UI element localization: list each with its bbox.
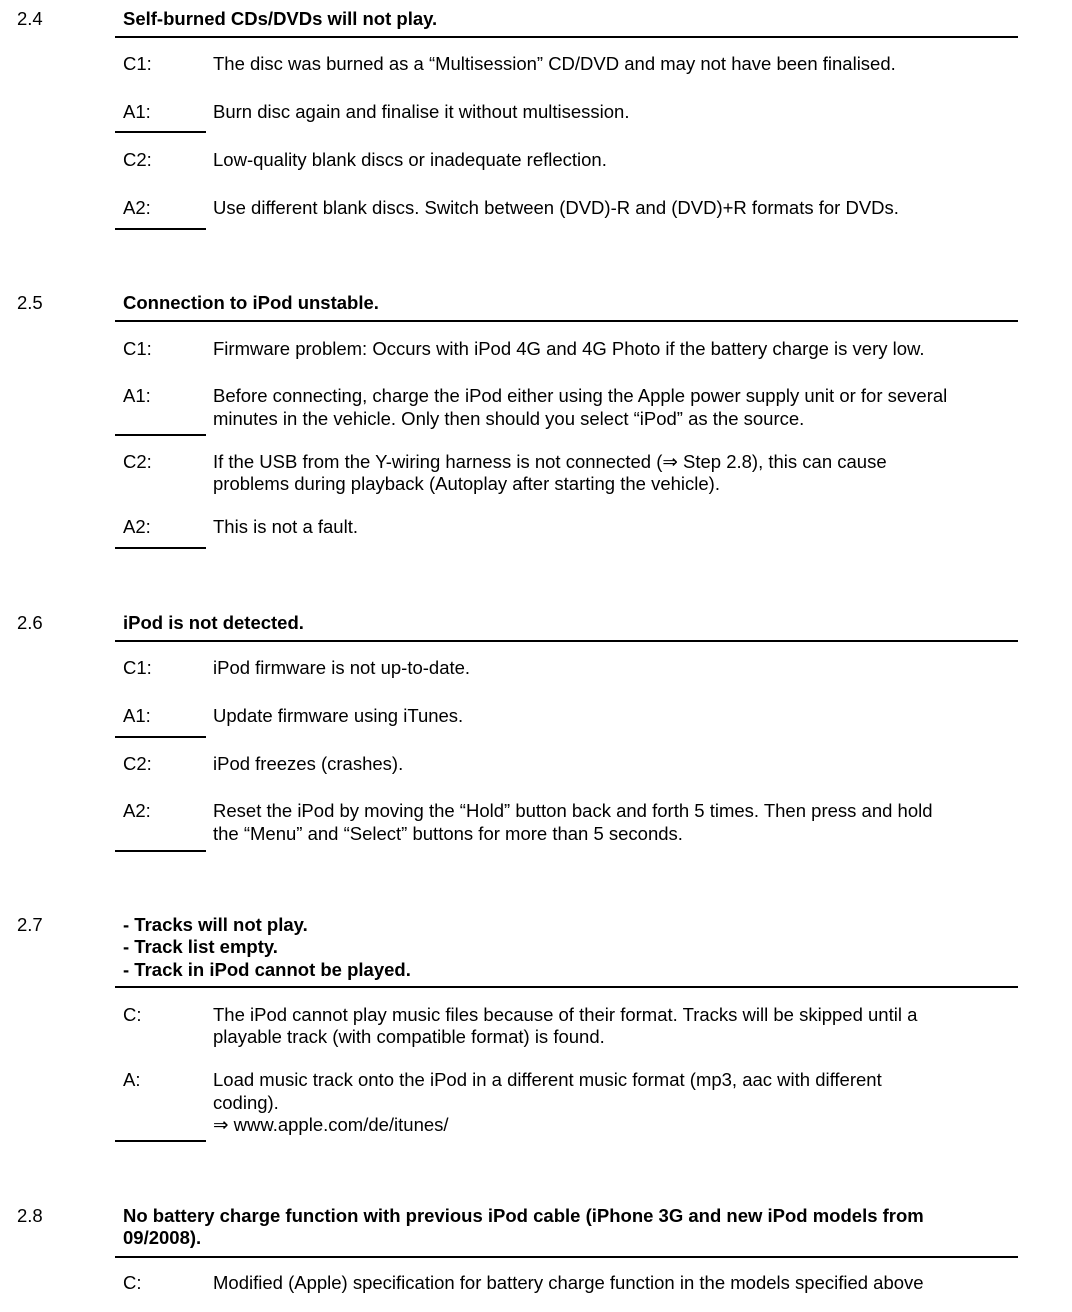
item-divider — [115, 850, 206, 852]
item-divider — [115, 434, 206, 436]
item-divider — [115, 547, 206, 549]
section-title: Self-burned CDs/DVDs will not play. — [123, 8, 438, 29]
cause-text: playable track (with compatible format) is found. — [213, 1026, 605, 1047]
section-title: 09/2008). — [123, 1227, 202, 1248]
cause-text: The iPod cannot play music files because of their format. Tracks will be skipped until a — [213, 1004, 918, 1025]
cause-text: iPod firmware is not up-to-date. — [213, 657, 471, 678]
action-text: Use different blank discs. Switch between (DVD)-R and (DVD)+R formats for DVDs. — [213, 197, 899, 218]
cause-text: problems during playback (Autoplay after starting the vehicle). — [213, 473, 720, 494]
cause-text: Low-quality blank discs or inadequate reflection. — [213, 149, 607, 170]
section-rule — [115, 986, 1018, 988]
cause-label: C: — [123, 1004, 142, 1025]
item-divider — [115, 1140, 206, 1142]
cause-text: If the USB from the Y-wiring harness is not connected (⇒ Step 2.8), this can cause — [213, 451, 887, 472]
section-rule — [115, 320, 1018, 322]
section-title: - Track in iPod cannot be played. — [123, 959, 411, 980]
action-text: coding). — [213, 1092, 279, 1113]
item-divider — [115, 131, 206, 133]
section-rule — [115, 640, 1018, 642]
section-number: 2.6 — [17, 612, 43, 633]
action-label: A1: — [123, 705, 151, 726]
cause-label: C1: — [123, 657, 152, 678]
section-title: - Tracks will not play. — [123, 914, 308, 935]
section-rule — [115, 36, 1018, 38]
section-title: - Track list empty. — [123, 936, 278, 957]
cause-label: C2: — [123, 451, 152, 472]
cause-text: The disc was burned as a “Multisession” CD/DVD and may not have been finalised. — [213, 53, 896, 74]
section-rule — [115, 1256, 1018, 1258]
action-text: Burn disc again and finalise it without multisession. — [213, 101, 630, 122]
cause-label: C2: — [123, 149, 152, 170]
action-label: A: — [123, 1069, 141, 1090]
cause-text: iPod freezes (crashes). — [213, 753, 404, 774]
cause-text: Modified (Apple) specification for battery charge function in the models specified above — [213, 1272, 924, 1293]
section-number: 2.7 — [17, 914, 43, 935]
cause-label: C2: — [123, 753, 152, 774]
action-link-text: ⇒ www.apple.com/de/itunes/ — [213, 1114, 449, 1135]
section-number: 2.8 — [17, 1205, 43, 1226]
action-text: the “Menu” and “Select” buttons for more than 5 seconds. — [213, 823, 683, 844]
section-number: 2.5 — [17, 292, 43, 313]
action-text: Update firmware using iTunes. — [213, 705, 464, 726]
cause-label: C: — [123, 1272, 142, 1293]
action-label: A2: — [123, 516, 151, 537]
action-text: Reset the iPod by moving the “Hold” button back and forth 5 times. Then press and hold — [213, 800, 933, 821]
section-title: iPod is not detected. — [123, 612, 304, 633]
cause-label: C1: — [123, 338, 152, 359]
item-divider — [115, 228, 206, 230]
action-text: Load music track onto the iPod in a different music format (mp3, aac with different — [213, 1069, 882, 1090]
action-label: A2: — [123, 197, 151, 218]
action-text: This is not a fault. — [213, 516, 358, 537]
action-text: Before connecting, charge the iPod either using the Apple power supply unit or for several — [213, 385, 948, 406]
section-title: Connection to iPod unstable. — [123, 292, 379, 313]
action-label: A1: — [123, 101, 151, 122]
action-label: A1: — [123, 385, 151, 406]
section-title: No battery charge function with previous iPod cable (iPhone 3G and new iPod models from — [123, 1205, 924, 1226]
action-text: minutes in the vehicle. Only then should you select “iPod” as the source. — [213, 408, 805, 429]
cause-label: C1: — [123, 53, 152, 74]
cause-text: Firmware problem: Occurs with iPod 4G and 4G Photo if the battery charge is very low. — [213, 338, 925, 359]
item-divider — [115, 736, 206, 738]
action-label: A2: — [123, 800, 151, 821]
section-number: 2.4 — [17, 8, 43, 29]
